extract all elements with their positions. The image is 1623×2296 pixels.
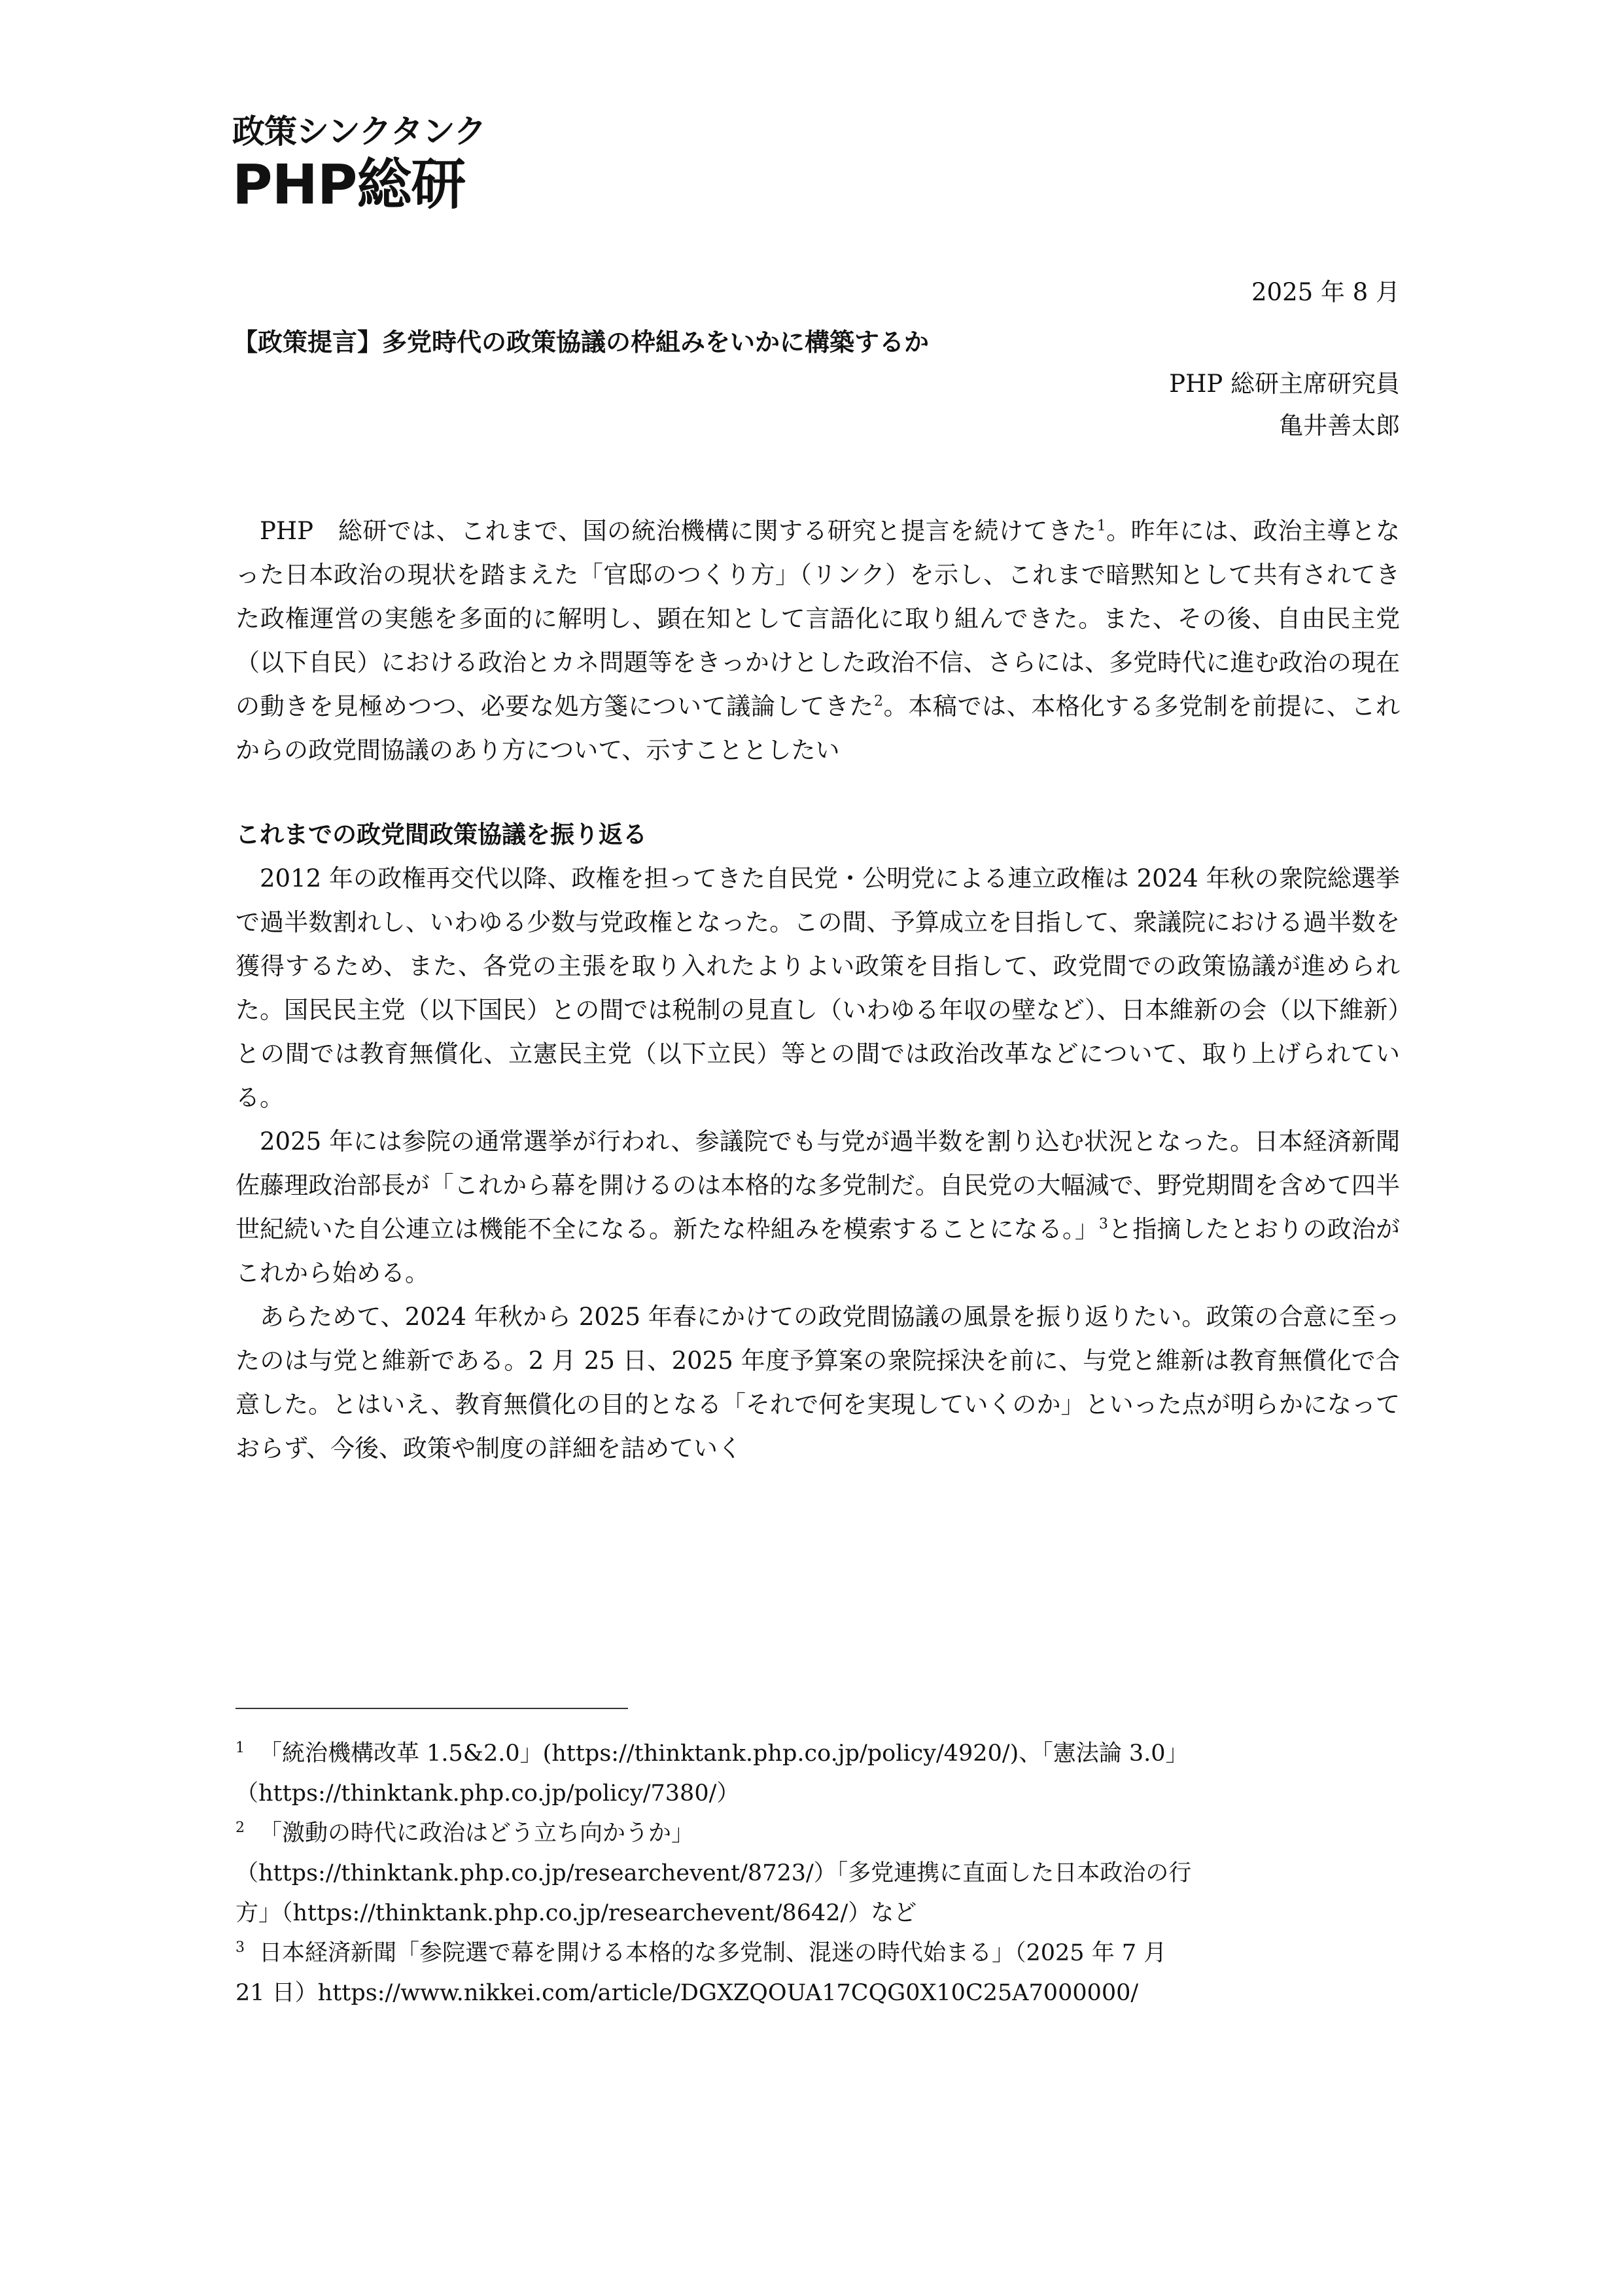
- php-logo: [232, 111, 486, 217]
- footnote-divider: [236, 1708, 628, 1709]
- section-heading: これまでの政党間政策協議を振り返る: [236, 821, 647, 849]
- footnote-text: （https://thinktank.php.co.jp/policy/7380/）: [236, 1780, 740, 1807]
- footnote-text: 「激動の時代に政治はどう立ち向かうか」: [259, 1820, 695, 1846]
- section-paragraph-1: 2012 年の政権再交代以降、政権を担ってきた自民党・公明党による連立政権は 2024 年秋の衆院総選挙で過半数割れし、いわゆる少数与党政権となった。この間、予算成立を目指して、衆議院における過半数を獲得するため、また、各党の主張を取り入れたよりよい政策を目指して、政党間での政策協議が進められた。国民民主党（以下国民）との間では税制の見直し（いわゆる年収の壁など）、日本維新の会（以下維新）との間では教育無償化、立憲民主党（以下立民）等との間では政治改革などについて、取り上げられている。: [236, 864, 1400, 1112]
- footnote-text: 「統治機構改革 1.5&2.0」(https://thinktank.php.co.jp/policy/4920/)、「憲法論 3.0」: [259, 1740, 1189, 1767]
- footnote-number: 1: [236, 1740, 245, 1757]
- section-paragraph-3: あらためて、2024 年秋から 2025 年春にかけての政党間協議の風景を振り返りたい。政策の合意に至ったのは与党と維新である。2 月 25 日、2025 年度予算案の衆院採決を前に、与党と維新は教育無償化で合意した。とはいえ、教育無償化の目的となる「それで何を実現していくのか」といった点が明らかになっておらず、今後、政策や制度の詳細を詰めていく: [236, 1303, 1400, 1462]
- footnote-text: （https://thinktank.php.co.jp/researchevent/8723/）「多党連携に直面した日本政治の行: [236, 1860, 1192, 1886]
- para2-text-a: 2025 年には参院の通常選挙が行われ、参議院でも与党が過半数を割り込む状況となった。日本経済新聞佐藤理政治部長が「これから幕を開けるのは本格的な多党制だ。自民党の大幅減で、野党期間を含めて四半世紀続いた自公連立は機能不全になる。新たな枠組みを模索することになる。」: [236, 1127, 1400, 1243]
- logo-wordmark: PHP総研: [232, 152, 466, 217]
- footnote-ref-2[interactable]: 2: [873, 693, 883, 710]
- document-title: 【政策提言】多党時代の政策協議の枠組みをいかに構築するか: [233, 328, 930, 357]
- intro-text-b: 。昨年には、政治主導となった日本政治の現状を踏まえた「官邸のつくり方」（リンク）を示し、これまで暗黙知として共有されてきた政権運営の実態を多面的に解明し、顕在知として言語化に取り組んできた。また、その後、自由民主党（以下自民）における政治とカネ問題等をきっかけとした政治不信、さらには、多党時代に進む政治の現在の動きを見極めつつ、必要な処方箋について議論してきた: [236, 517, 1400, 720]
- author-block: [236, 363, 1400, 447]
- footnote-ref-3[interactable]: 3: [1098, 1216, 1108, 1233]
- footnote-number: 3: [236, 1939, 245, 1956]
- author-affiliation: PHP 総研主席研究員: [1169, 370, 1400, 398]
- author-name: 亀井善太郎: [1279, 412, 1400, 440]
- footnote-text: 日本経済新聞「参院選で幕を開ける本格的な多党制、混迷の時代始まる」（2025 年 7 月: [259, 1940, 1167, 1966]
- logo-tagline: 政策シンクタンク: [232, 113, 486, 150]
- document-body: [233, 272, 1401, 1470]
- section-paragraph-2: [236, 1120, 1400, 1295]
- footnote-2: [236, 1814, 1400, 1934]
- footnote-text: 方」（https://thinktank.php.co.jp/researchevent/8642/）など: [236, 1900, 917, 1926]
- intro-text-c: 。本稿では、本格化する多党制を前提に、これからの政党間協議のあり方について、示すこととしたい: [236, 692, 1401, 764]
- footnote-1: [236, 1734, 1400, 1814]
- footnote-number: 2: [236, 1820, 245, 1837]
- footnote-text: 21 日）https://www.nikkei.com/article/DGXZQOUA17CQG0X10C25A7000000/: [236, 1980, 1139, 2006]
- para2-text-b: と指摘したとおりの政治がこれから始める。: [236, 1215, 1400, 1287]
- footnote-3: [236, 1934, 1400, 2013]
- document-date: 2025 年 8 月: [1251, 278, 1400, 306]
- footnote-ref-1[interactable]: 1: [1096, 518, 1106, 535]
- intro-text-a: PHP 総研では、これまで、国の統治機構に関する研究と提言を続けてきた: [260, 517, 1097, 545]
- footnotes: [236, 1734, 1400, 2013]
- intro-paragraph: [236, 509, 1400, 772]
